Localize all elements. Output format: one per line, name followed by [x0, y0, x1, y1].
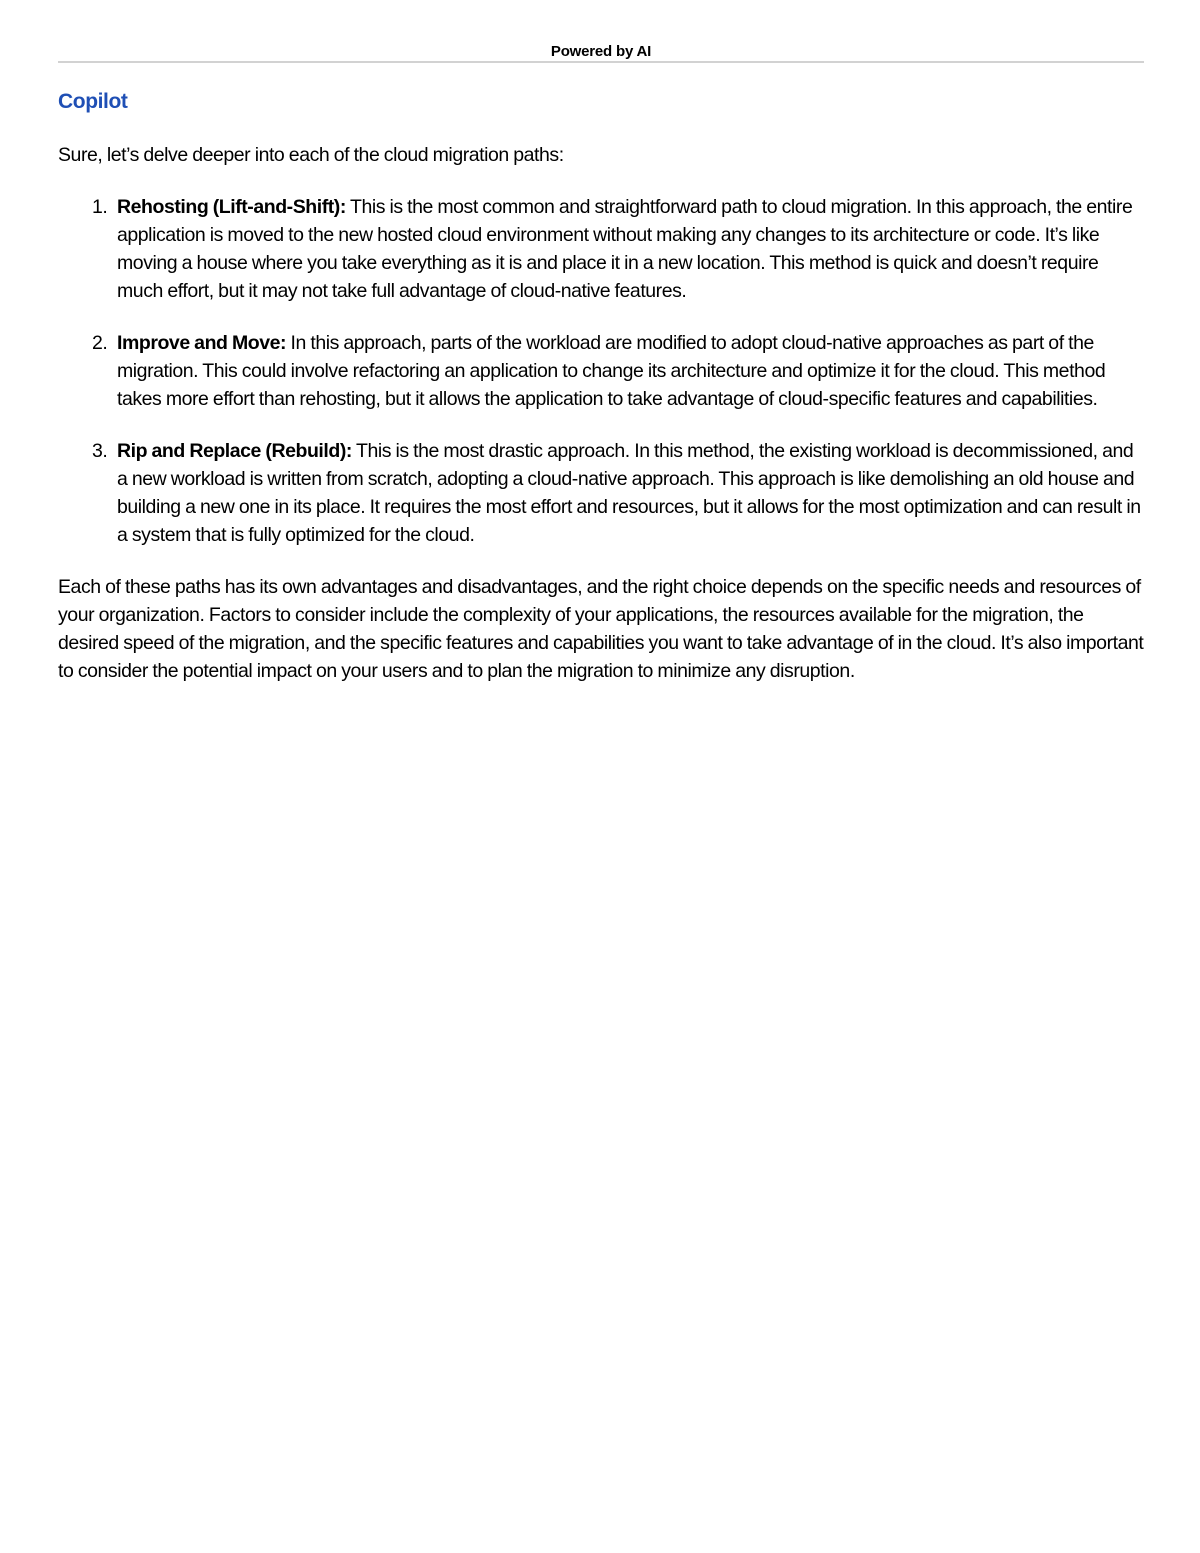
list-item [58, 329, 1144, 413]
list-item-number: 3. [92, 440, 108, 462]
page-header: Powered by AI [550, 43, 652, 60]
migration-paths-list [58, 193, 1144, 549]
message-body [58, 141, 1144, 685]
header-divider [58, 61, 1144, 63]
list-item-number: 2. [92, 332, 108, 354]
list-item-term: Rip and Replace (Rebuild): [117, 440, 352, 462]
list-item-term: Improve and Move: [117, 332, 287, 354]
list-item [58, 437, 1144, 549]
list-item [58, 193, 1144, 305]
summary-paragraph: Each of these paths has its own advantages and disadvantages, and the right choice depends on the specific needs and resources of your organization. Factors to consider include the complexity of your applications, the resources available for the migration, the desired speed of the migration, and the specific features and capabilities you want to take advantage of in the cloud. It’s also important to consider the potential impact on your users and to plan the migration to minimize any disruption. [58, 576, 1144, 682]
list-item-number: 1. [92, 196, 108, 218]
sender-name: Copilot [58, 90, 128, 113]
intro-paragraph: Sure, let’s delve deeper into each of the cloud migration paths: [58, 144, 564, 166]
list-item-text: This is the most common and straightforward path to cloud migration. In this approach, the entire application is moved to the new hosted cloud environment without making any changes to its architecture or code. It’s like moving a house where you take everything as it is and place it in a new location. This method is quick and doesn’t require much effort, but it may not take full advantage of cloud-native features. [117, 196, 1133, 302]
list-item-term: Rehosting (Lift-and-Shift): [117, 196, 346, 218]
list-item-text: This is the most drastic approach. In this method, the existing workload is decommissioned, and a new workload is written from scratch, adopting a cloud-native approach. This approach is like demolishing an old house and building a new one in its place. It requires the most effort and resources, but it allows for the most optimization and can result in a system that is fully optimized for the cloud. [117, 440, 1141, 546]
list-item-text: In this approach, parts of the workload are modified to adopt cloud-native approaches as part of the migration. This could involve refactoring an application to change its architecture and optimize it for the cloud. This method takes more effort than rehosting, but it allows the application to take advantage of cloud-specific features and capabilities. [117, 332, 1106, 410]
